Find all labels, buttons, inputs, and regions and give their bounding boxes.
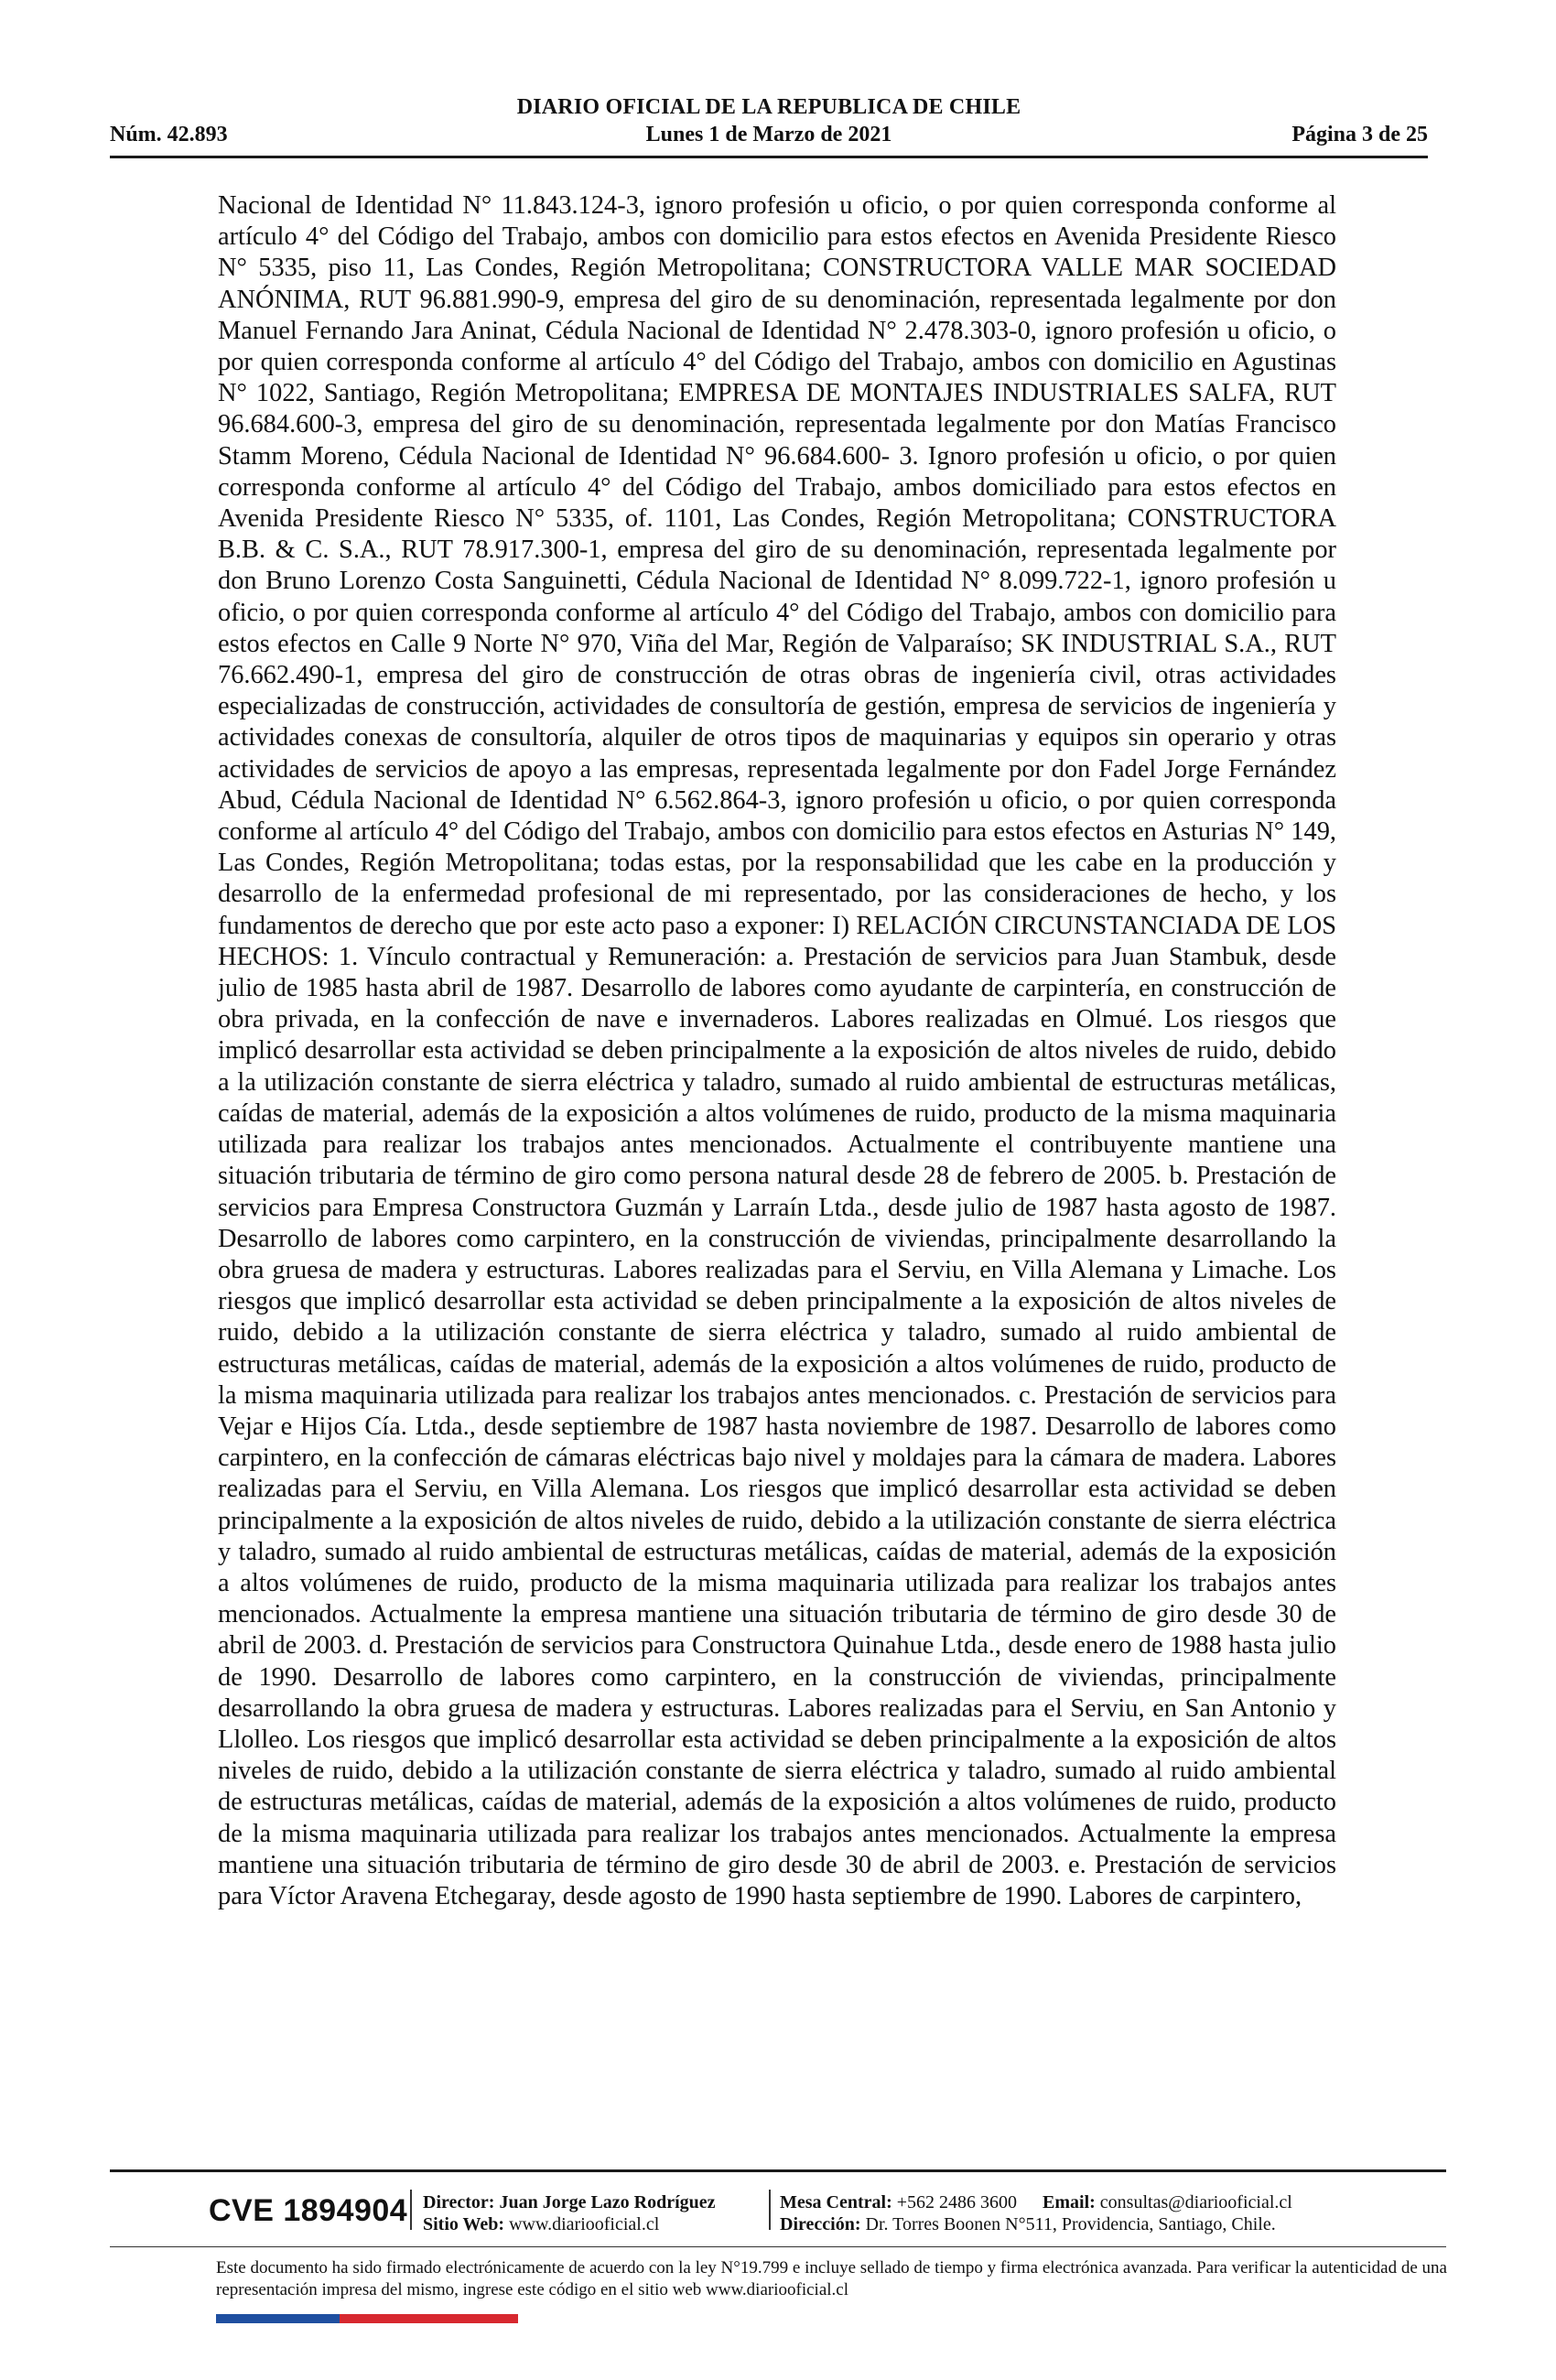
flag-red-segment	[340, 2314, 518, 2323]
footer-director-block	[423, 2191, 716, 2235]
phone-value: +562 2486 3600	[896, 2192, 1018, 2212]
page-header	[110, 92, 1428, 158]
cve-code: CVE 1894904	[209, 2193, 408, 2228]
issue-date: Lunes 1 de Marzo de 2021	[645, 123, 892, 146]
footer-rule	[110, 2169, 1446, 2172]
footer-divider	[410, 2190, 412, 2230]
body-paragraph: Nacional de Identidad N° 11.843.124-3, ignoro profesión u oficio, o por quien corresponda conforme al artículo 4° del Código del Trabajo, ambos con domicilio para estos efectos en Avenida Presidente Riesco N° 5335, piso 11, Las Condes, Región Metropolitana; CONSTRUCTORA VALLE MAR SOCIEDAD ANÓNIMA, RUT 96.881.990-9, empresa del giro de su denominación, representada legalmente por don Manuel Fernando Jara Aninat, Cédula Nacional de Identidad N° 2.478.303-0, ignoro profesión u oficio, o por quien corresponda conforme al artículo 4° del Código del Trabajo, ambos con domicilio en Agustinas N° 1022, Santiago, Región Metropolitana; EMPRESA DE MONTAJES INDUSTRIALES SALFA, RUT 96.684.600-3, empresa del giro de su denominación, representada legalmente por don Matías Francisco Stamm Moreno, Cédula Nacional de Identidad N° 96.684.600- 3. Ignoro profesión u oficio, o por quien corresponda conforme al artículo 4° del Código del Trabajo, ambos domiciliado para estos efectos en Avenida Presidente Riesco N° 5335, of. 1101, Las Condes, Región Metropolitana; CONSTRUCTORA B.B. & C. S.A., RUT 78.917.300-1, empresa del giro de su denominación, representada legalmente por don Bruno Lorenzo Costa Sanguinetti, Cédula Nacional de Identidad N° 8.099.722-1, ignoro profesión u oficio, o por quien corresponda conforme al artículo 4° del Código del Trabajo, ambos con domicilio para estos efectos en Calle 9 Norte N° 970, Viña del Mar, Región de Valparaíso; SK INDUSTRIAL S.A., RUT 76.662.490-1, empresa del giro de construcción de otras obras de ingeniería civil, otras actividades especializadas de construcción, actividades de consultoría de gestión, empresa de servicios de ingeniería y actividades conexas de consultoría, alquiler de otros tipos de maquinarias y equipos sin operario y otras actividades de servicios de apoyo a las empresas, representada legalmente por don Fadel Jorge Fernández Abud, Cédula Nacional de Identidad N° 6.562.864-3, ignoro profesión u oficio, o por quien corresponda conforme al artículo 4° del Código del Trabajo, ambos con domicilio para estos efectos en Asturias N° 149, Las Condes, Región Metropolitana; todas estas, por la responsabilidad que les cabe en la producción y desarrollo de la enfermedad profesional de mi representado, por las consideraciones de hecho, y los fundamentos de derecho que por este acto paso a exponer: I) RELACIÓN CIRCUNSTANCIADA DE LOS HECHOS: 1. Vínculo contractual y Remuneración: a. Prestación de servicios para Juan Stambuk, desde julio de 1985 hasta abril de 1987. Desarrollo de labores como ayudante de carpintería, en construcción de obra privada, en la confección de nave e invernaderos. Labores realizadas en Olmué. Los riesgos que implicó desarrollar esta actividad se deben principalmente a la exposición de altos niveles de ruido, debido a la utilización constante de sierra eléctrica y taladro, sumado al ruido ambiental de estructuras metálicas, caídas de material, además de la exposición a altos volúmenes de ruido, producto de la misma maquinaria utilizada para realizar los trabajos antes mencionados. Actualmente el contribuyente mantiene una situación tributaria de término de giro como persona natural desde 28 de febrero de 2005. b. Prestación de servicios para Empresa Constructora Guzmán y Larraín Ltda., desde julio de 1987 hasta agosto de 1987. Desarrollo de labores como carpintero, en la construcción de viviendas, principalmente desarrollando la obra gruesa de madera y estructuras. Labores realizadas para el Serviu, en Villa Alemana y Limache. Los riesgos que implicó desarrollar esta actividad se deben principalmente a la exposición de altos niveles de ruido, debido a la utilización constante de sierra eléctrica y taladro, sumado al ruido ambiental de estructuras metálicas, caídas de material, además de la exposición a altos volúmenes de ruido, producto de la misma maquinaria utilizada para realizar los trabajos antes mencionados. c. Prestación de servicios para Vejar e Hijos Cía. Ltda., desde septiembre de 1987 hasta noviembre de 1987. Desarrollo de labores como carpintero, en la confección de cámaras eléctricas bajo nivel y moldajes para la cámara de madera. Labores realizadas para el Serviu, en Villa Alemana. Los riesgos que implicó desarrollar esta actividad se deben principalmente a la exposición de altos niveles de ruido, debido a la utilización constante de sierra eléctrica y taladro, sumado al ruido ambiental de estructuras metálicas, caídas de material, además de la exposición a altos volúmenes de ruido, producto de la misma maquinaria utilizada para realizar los trabajos antes mencionados. Actualmente la empresa mantiene una situación tributaria de término de giro desde 30 de abril de 2003. d. Prestación de servicios para Constructora Quinahue Ltda., desde enero de 1988 hasta julio de 1990. Desarrollo de labores como carpintero, en la construcción de viviendas, principalmente desarrollando la obra gruesa de madera y estructuras. Labores realizadas para el Serviu, en San Antonio y Llolleo. Los riesgos que implicó desarrollar esta actividad se deben principalmente a la exposición de altos niveles de ruido, debido a la utilización constante de sierra eléctrica y taladro, sumado al ruido ambiental de estructuras metálicas, caídas de material, además de la exposición a altos volúmenes de ruido, producto de la misma maquinaria utilizada para realizar los trabajos antes mencionados. Actualmente la empresa mantiene una situación tributaria de término de giro desde 30 de abril de 2003. e. Prestación de servicios para Víctor Aravena Etchegaray, desde agosto de 1990 hasta septiembre de 1990. Labores de carpintero,	[218, 191, 1336, 1910]
footer-divider	[769, 2190, 771, 2230]
flag-blue-segment	[216, 2314, 340, 2323]
address-label: Dirección:	[780, 2214, 861, 2234]
newspaper-title: DIARIO OFICIAL DE LA REPUBLICA DE CHILE	[516, 95, 1021, 119]
footer-contact-block	[780, 2191, 1448, 2235]
director-label: Director:	[423, 2192, 495, 2212]
phone-label: Mesa Central:	[780, 2192, 892, 2212]
email-label: Email:	[1043, 2192, 1096, 2212]
email-link[interactable]: consultas@diariooficial.cl	[1099, 2192, 1292, 2212]
address-value: Dr. Torres Boonen N°511, Providencia, Santiago, Chile.	[865, 2214, 1276, 2234]
website-link[interactable]: www.diariooficial.cl	[509, 2214, 660, 2234]
director-name: Juan Jorge Lazo Rodríguez	[499, 2192, 716, 2212]
issue-number: Núm. 42.893	[110, 123, 228, 146]
flag-stripe	[216, 2314, 518, 2323]
page-number: Página 3 de 25	[1291, 123, 1428, 146]
footer-rule	[110, 2246, 1446, 2247]
legal-notice: Este documento ha sido firmado electrónicamente de acuerdo con la ley N°19.799 e incluye sellado de tiempo y firma electrónica avanzada. Para verificar la autenticidad de una representación impresa del mismo, ingrese este código en el sitio web www.diariooficial.cl	[216, 2258, 1447, 2299]
website-label: Sitio Web:	[423, 2214, 505, 2234]
